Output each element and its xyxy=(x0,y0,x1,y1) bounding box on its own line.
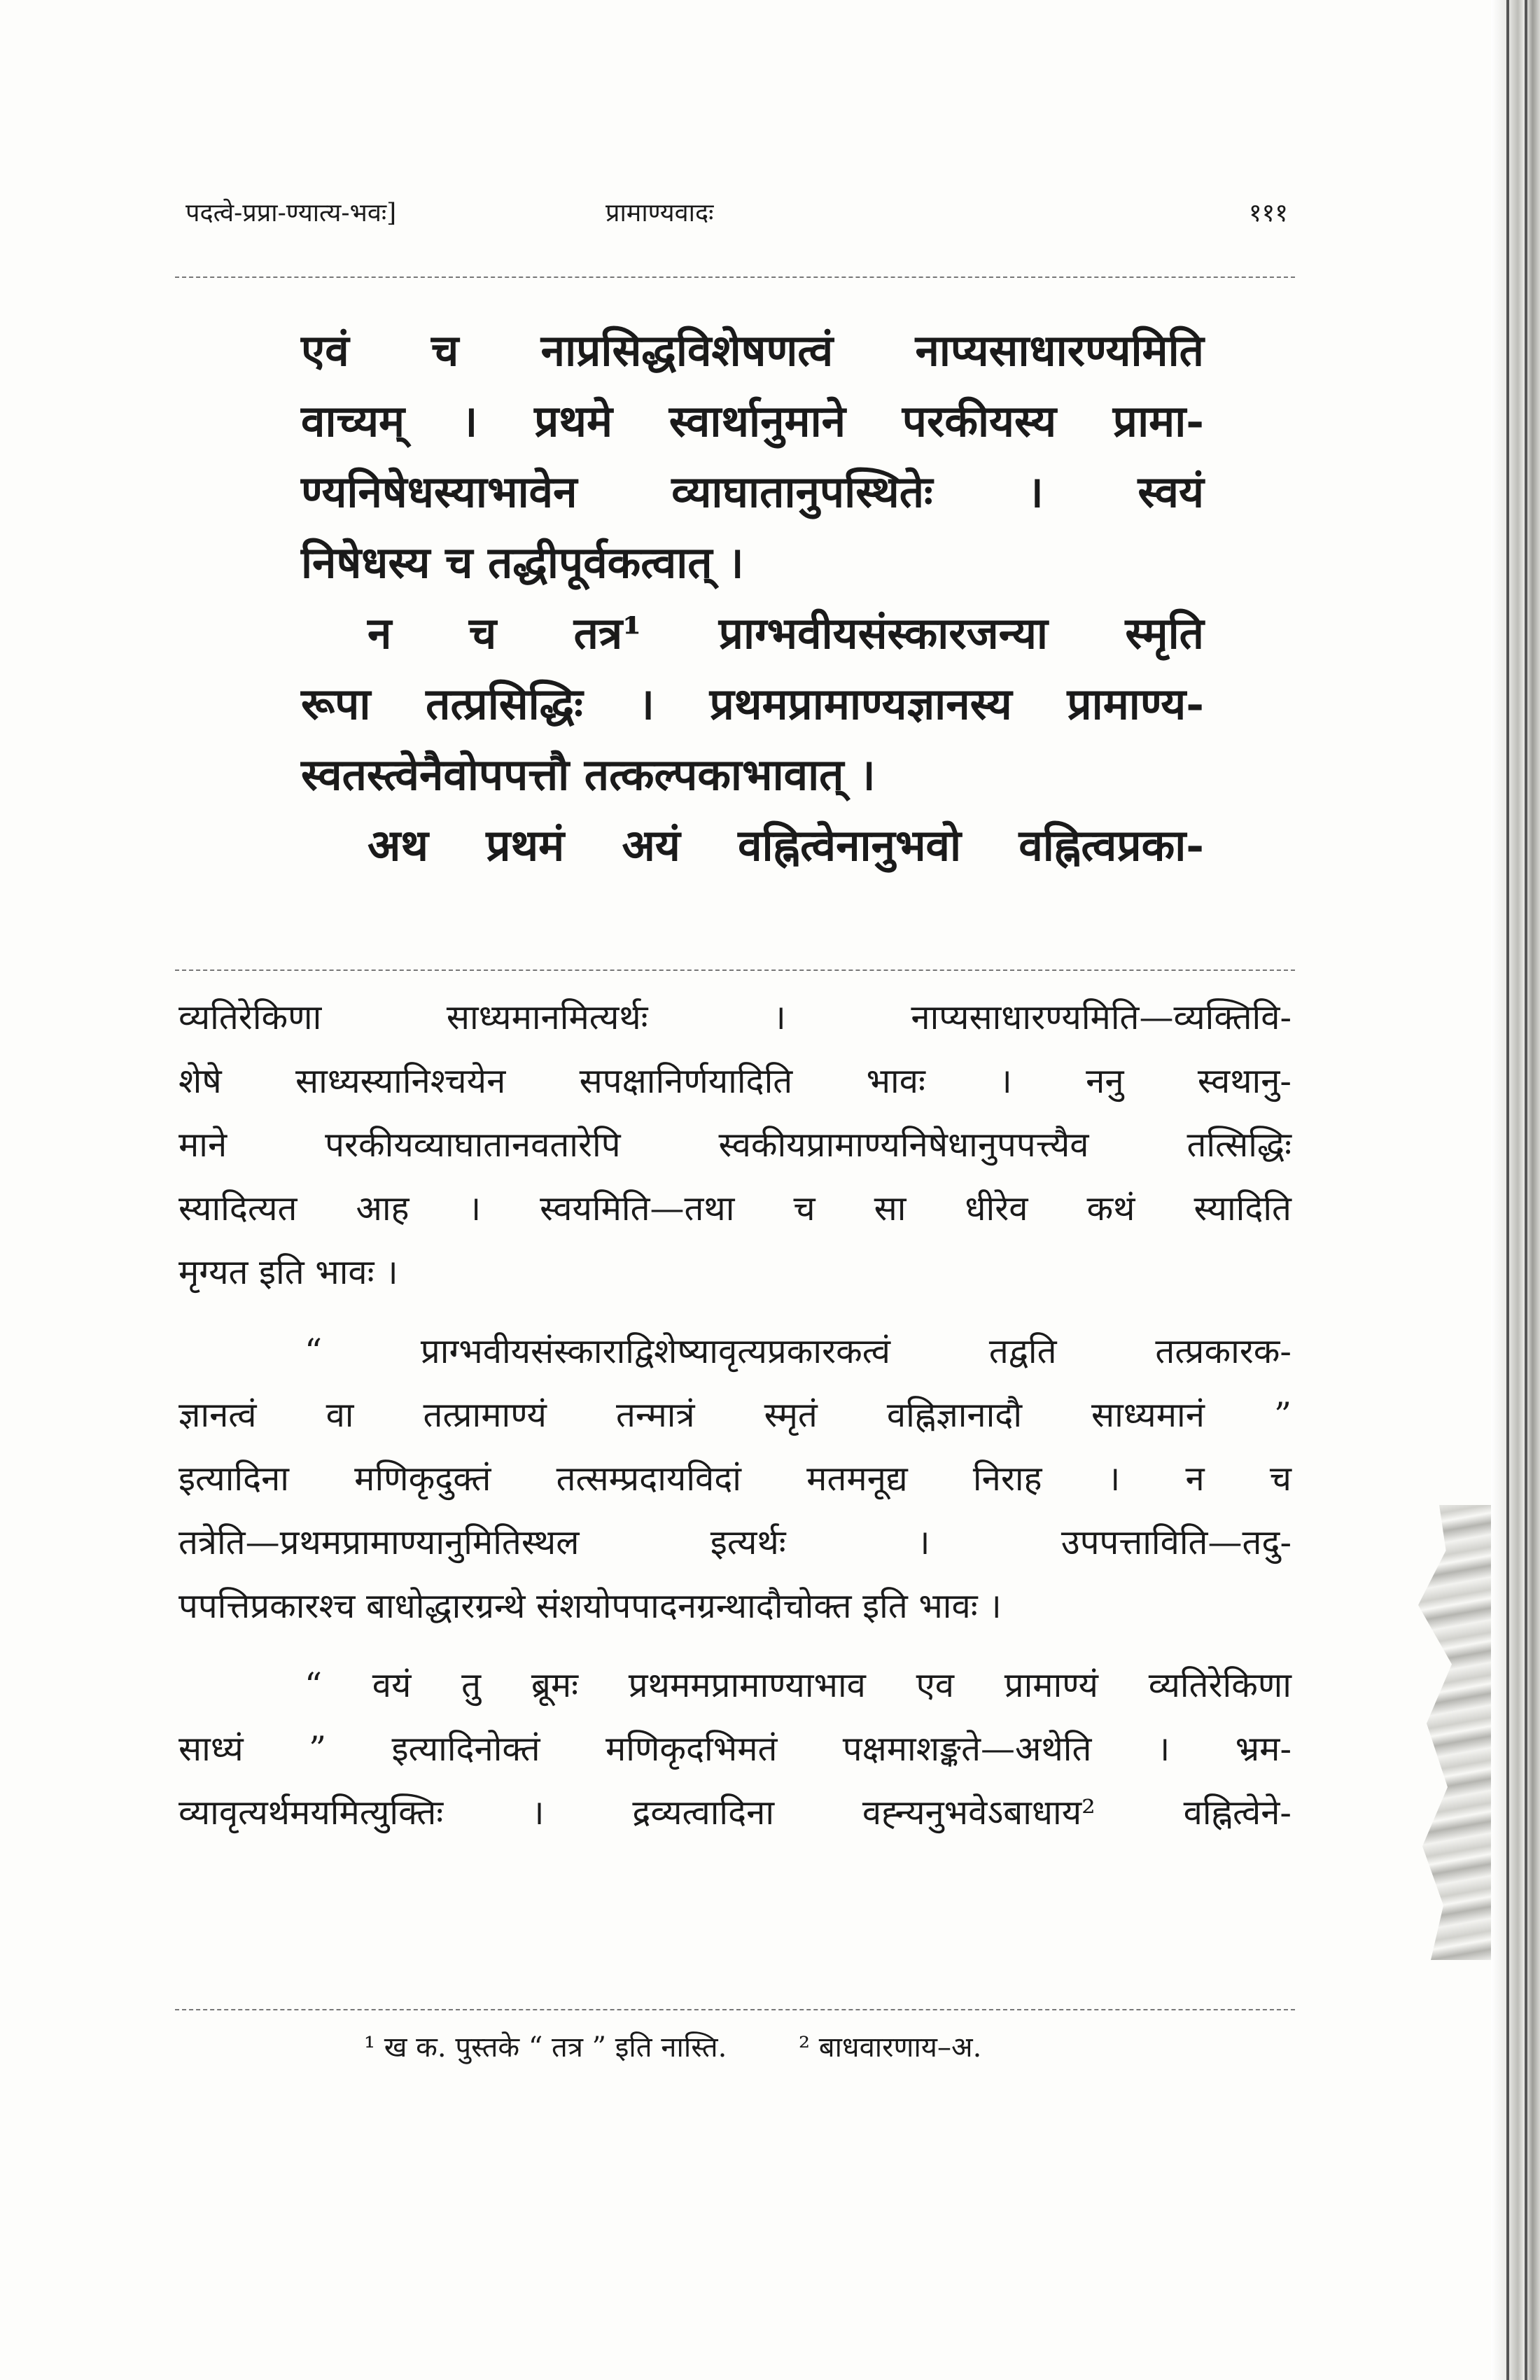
commentary-line: “ प्राग्भवीयसंस्काराद्विशेष्यावृत्यप्रकारकत्वं तद्वति तत्प्रकारक- xyxy=(304,1331,1292,1371)
main-line: रूपा तत्प्रसिद्धिः । प्रथमप्रामाण्यज्ञानस्य प्रामाण्य- xyxy=(301,678,1204,729)
main-line: अथ प्रथमं अयं वह्नित्वेनानुभवो वह्नित्वप्रका- xyxy=(368,820,1204,871)
main-line: एवं च नाप्रसिद्धविशेषणत्वं नाप्यसाधारण्यमिति xyxy=(301,325,1204,376)
footnote-2: ² बाधवारणाय–अ. xyxy=(799,2031,982,2064)
header-left-title: पदत्वे-प्रप्रा-ण्यात्य-भवः] xyxy=(186,199,397,227)
binding-line xyxy=(1525,0,1527,2380)
commentary-line: शेषे साध्यस्यानिश्चयेन सपक्षानिर्णयादिति भावः । ननु स्वथानु- xyxy=(178,1061,1292,1101)
commentary-line: मृग्यत इति भावः । xyxy=(178,1252,398,1292)
commentary-line: स्यादित्यत आह । स्वयमिति—तथा च सा धीरेव कथं स्यादिति xyxy=(178,1189,1292,1228)
main-line: न च तत्र¹ प्राग्भवीयसंस्कारजन्या स्मृति xyxy=(368,608,1204,659)
page-number: १११ xyxy=(1248,199,1288,227)
running-header xyxy=(186,195,1288,244)
commentary-line: इत्यादिना मणिकृदुक्तं तत्सम्प्रदायविदां मतमनूद्य निराह । न च xyxy=(178,1459,1292,1499)
commentary-line: पपत्तिप्रकारश्च बाधोद्धारग्रन्थे संशयोपपादनग्रन्थादौचोक्त इति भावः । xyxy=(178,1586,1002,1626)
commentary-text xyxy=(178,986,1292,1844)
main-line: ण्यनिषेधस्याभावेन व्याघातानुपस्थितेः । स्वयं xyxy=(301,466,1204,517)
binding-edge xyxy=(1491,0,1540,2380)
commentary-line: तत्रेति—प्रथमप्रामाण्यानुमितिस्थल इत्यर्थः । उपपत्ताविति—तदु- xyxy=(178,1522,1292,1562)
commentary-line: व्यतिरेकिणा साध्यमानमित्यर्थः । नाप्यसाधारण्यमिति—व्यक्तिवि- xyxy=(178,997,1292,1037)
footnotes xyxy=(364,2026,1204,2065)
commentary-line: ज्ञानत्वं वा तत्प्रामाण्यं तन्मात्रं स्मृतं वह्निज्ञानादौ साध्यमानं ” xyxy=(178,1395,1292,1435)
main-line: स्वतस्त्वेनैवोपपत्तौ तत्कल्पकाभावात् । xyxy=(301,749,876,800)
commentary-line: साध्यं ” इत्यादिनोक्तं मणिकृदभिमतं पक्षमाशङ्कते—अथेति । भ्रम- xyxy=(178,1729,1292,1769)
commentary-line: माने परकीयव्याघातानवतारेपि स्वकीयप्रामाण्यनिषेधानुपपत्त्यैव तत्सिद्धिः xyxy=(178,1125,1292,1165)
commentary-line: “ वयं तु ब्रूमः प्रथममप्रामाण्याभाव एव प्रामाण्यं व्यतिरेकिणा xyxy=(304,1665,1292,1705)
main-line: वाच्यम् । प्रथमे स्वार्थानुमाने परकीयस्य प्रामा- xyxy=(301,396,1204,447)
paragraph-gap xyxy=(178,1304,1292,1320)
main-line: निषेधस्य च तद्धीपूर्वकत्वात् । xyxy=(301,537,744,588)
footnote-1: ¹ ख क. पुस्तके “ तत्र ” इति नास्ति. xyxy=(364,2031,727,2064)
torn-page-edge xyxy=(1414,1505,1498,1960)
footnote-rule xyxy=(175,2009,1295,2010)
commentary-line: व्यावृत्यर्थमयमित्युक्तिः । द्रव्यत्वादिना वह्न्यनुभवेऽबाधाय² वह्नित्वेने- xyxy=(178,1793,1292,1833)
paragraph-gap xyxy=(178,1638,1292,1653)
header-rule xyxy=(175,276,1295,278)
binding-line xyxy=(1506,0,1509,2380)
header-center-title: प्रामाण्यवादः xyxy=(606,199,714,227)
commentary-rule xyxy=(175,969,1295,971)
main-text xyxy=(301,315,1204,881)
